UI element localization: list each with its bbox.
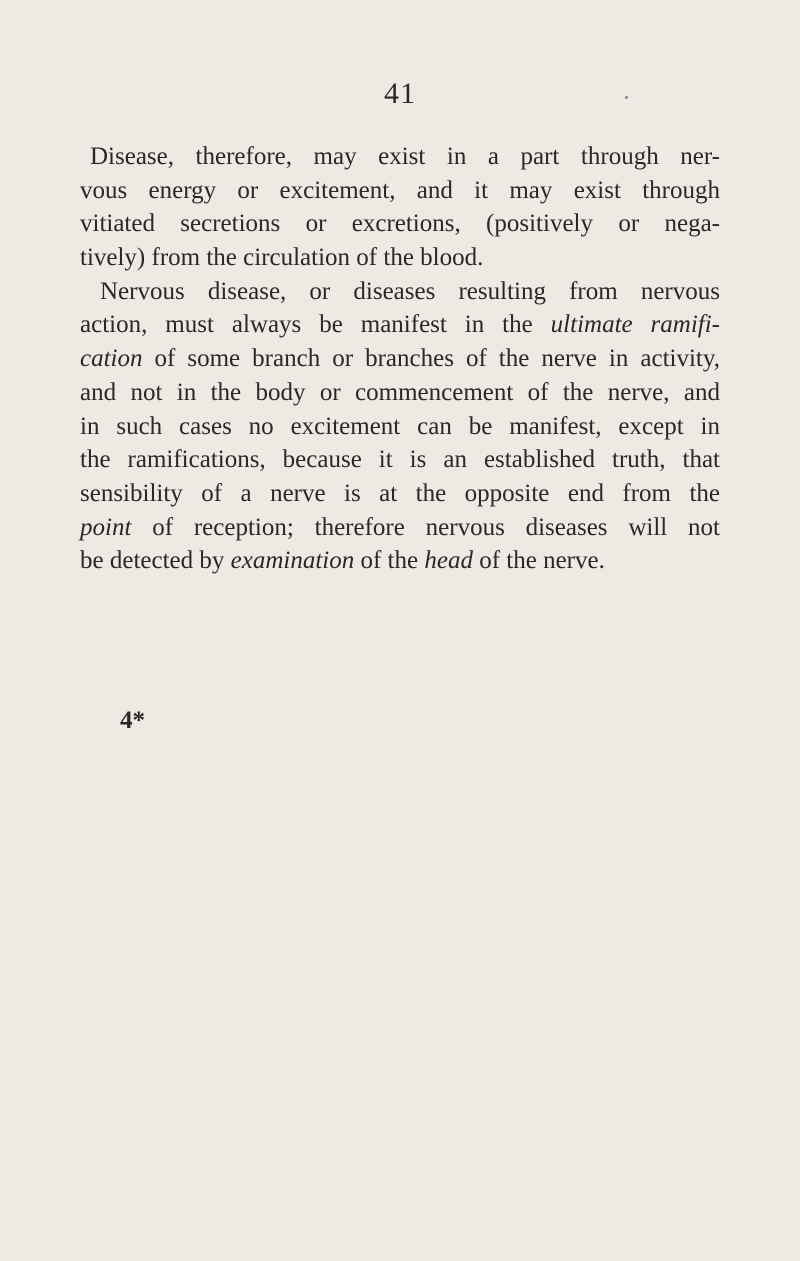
text-line (80, 275, 720, 309)
text-span: Nervous disease, or diseases resulting from nervous (100, 277, 720, 305)
text-line (80, 477, 720, 511)
text-span: action, must always be manifest in the (80, 311, 551, 339)
body-text (80, 140, 720, 578)
text-span: of the nerve. (472, 547, 605, 575)
text-span: be detected by (80, 547, 231, 575)
text-line (80, 410, 720, 444)
text-line (80, 443, 720, 477)
text-line (80, 207, 720, 241)
italic-span: head (424, 547, 473, 575)
text-line (80, 342, 720, 376)
text-line (80, 308, 720, 342)
text-span: in such cases no excitement can be manifest, except in (80, 412, 720, 440)
signature-mark: 4* (120, 707, 145, 734)
text-span: and not in the body or commencement of the nerve, and (80, 378, 720, 406)
text-line (80, 174, 720, 208)
text-line (80, 511, 720, 545)
italic-span: ultimate ramifi- (550, 311, 720, 339)
text-span: sensibility of a nerve is at the opposite end from the (80, 479, 720, 507)
text-span: vitiated secretions or excretions, (positively or nega- (80, 210, 720, 238)
text-line (80, 140, 720, 174)
text-span: tively) from the circulation of the blood. (80, 244, 484, 272)
text-line (80, 544, 720, 578)
text-span: Disease, therefore, may exist in a part through ner- (90, 143, 720, 170)
italic-span: point (80, 513, 132, 541)
italic-span: examination (230, 547, 355, 575)
text-line (80, 241, 720, 275)
text-span: of reception; therefore nervous diseases will not (131, 513, 720, 541)
text-span: the ramifications, because it is an established truth, that (80, 446, 720, 474)
text-span: vous energy or excitement, and it may exist through (80, 176, 720, 204)
text-line (80, 376, 720, 410)
text-span: of some branch or branches of the nerve in activity, (142, 345, 720, 373)
paper-speck (625, 96, 628, 99)
italic-span: cation (80, 345, 143, 373)
page-number: 41 (384, 77, 416, 110)
text-span: of the (354, 547, 425, 575)
